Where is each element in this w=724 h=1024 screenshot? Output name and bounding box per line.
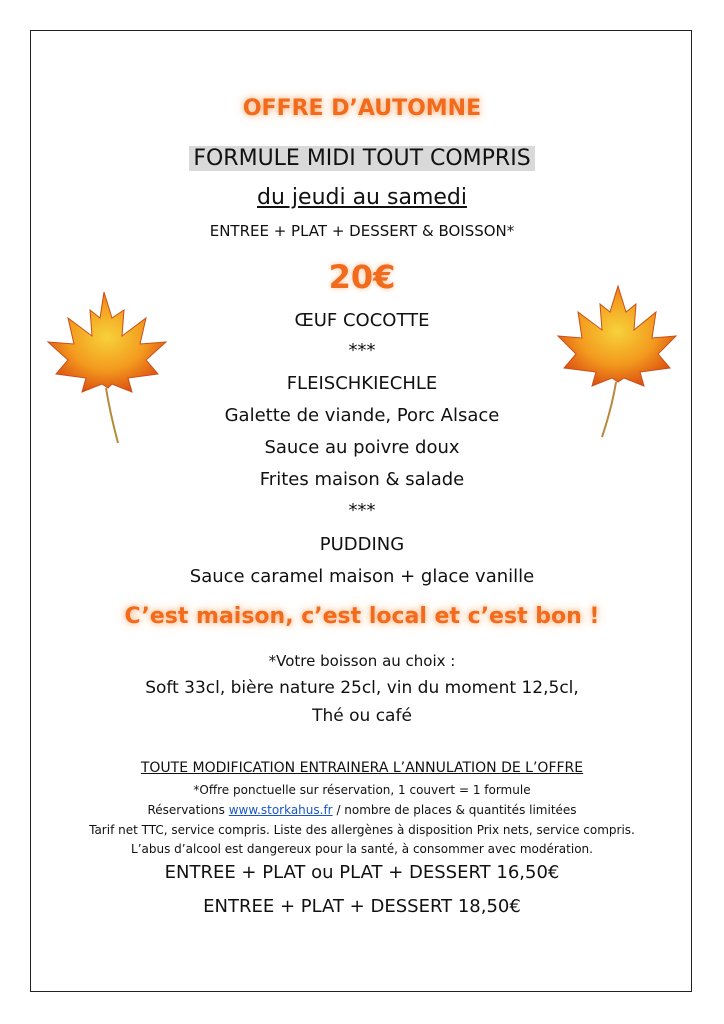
slogan: C’est maison, c’est local et c’est bon ! (124, 604, 600, 629)
separator: *** (348, 500, 376, 521)
offer-title: OFFRE D’AUTOMNE (242, 96, 482, 121)
alcohol-warning: L’abus d’alcool est dangereux pour la santé, à consommer avec modération. (131, 842, 593, 856)
formule-title (0, 146, 724, 171)
entree-name: ŒUF COCOTTE (294, 310, 430, 331)
dessert-description: Sauce caramel maison + glace vanille (189, 566, 535, 587)
drinks-intro: *Votre boisson au choix : (268, 652, 456, 670)
formule-title-text: FORMULE MIDI TOUT COMPRIS (189, 146, 534, 171)
reservation-note (0, 803, 724, 817)
reservation-prefix: Réservations (147, 803, 229, 817)
drinks-list: Soft 33cl, bière nature 25cl, vin du moment 12,5cl, (145, 678, 579, 698)
modification-warning: TOUTE MODIFICATION ENTRAINERA L’ANNULATION DE L’OFFRE (140, 760, 584, 776)
offer-note: *Offre ponctuelle sur réservation, 1 couvert = 1 formule (193, 783, 531, 797)
separator: *** (348, 340, 376, 361)
price: 20€ (328, 258, 396, 296)
website-link[interactable]: www.storkahus.fr (228, 803, 333, 817)
plat-description: Sauce au poivre doux (264, 437, 460, 458)
plat-name: FLEISCHKIECHLE (286, 373, 438, 394)
dessert-name: PUDDING (319, 534, 405, 555)
tarif-line: ENTREE + PLAT + DESSERT 18,50€ (203, 896, 521, 917)
days-subtitle: du jeudi au samedi (257, 185, 467, 210)
tarif-note: Tarif net TTC, service compris. Liste des allergènes à disposition Prix nets, service compris. (89, 823, 635, 837)
reservation-suffix: / nombre de places & quantités limitées (332, 803, 577, 817)
combo-description: ENTREE + PLAT + DESSERT & BOISSON* (209, 222, 515, 240)
plat-description: Galette de viande, Porc Alsace (224, 405, 500, 426)
tarif-line: ENTREE + PLAT ou PLAT + DESSERT 16,50€ (164, 862, 560, 883)
drinks-list: Thé ou café (312, 706, 412, 726)
plat-description: Frites maison & salade (259, 469, 465, 490)
